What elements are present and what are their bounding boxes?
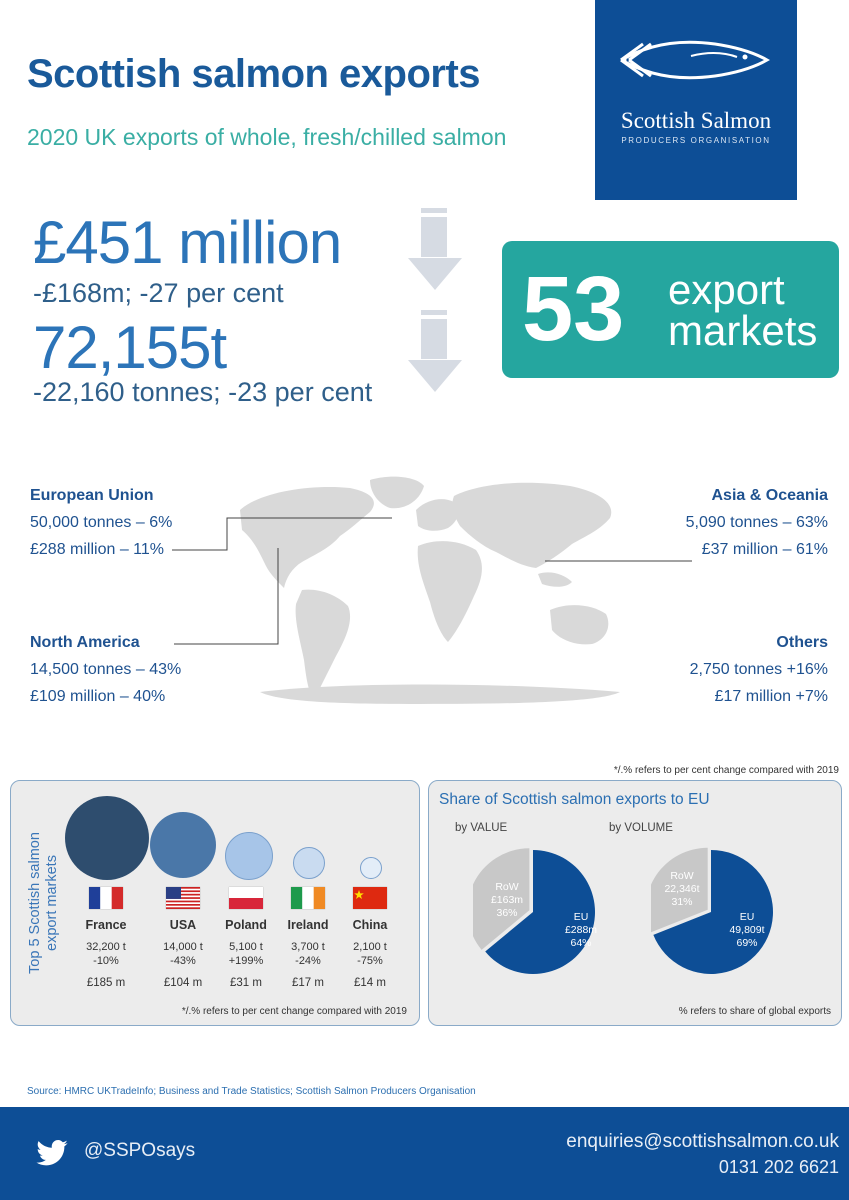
usa-flag-icon bbox=[166, 887, 200, 909]
export-markets-number: 53 bbox=[522, 258, 625, 360]
bubble-ireland bbox=[293, 847, 325, 879]
market-change: -43% bbox=[170, 955, 196, 967]
bubble-france bbox=[65, 796, 149, 880]
twitter-handle[interactable]: @SSPOsays bbox=[84, 1140, 196, 1161]
region-eu-volume: 50,000 tonnes – 6% bbox=[30, 514, 173, 531]
volume-rest-label: RoW bbox=[670, 870, 694, 882]
region-na-name: North America bbox=[30, 634, 140, 651]
market-name: USA bbox=[169, 918, 197, 932]
export-markets-box bbox=[502, 241, 839, 378]
region-others-value: £17 million +7% bbox=[714, 688, 828, 705]
value-eu-text bbox=[553, 911, 609, 950]
sspo-logo bbox=[595, 0, 797, 200]
export-markets-word2: markets bbox=[668, 307, 818, 354]
market-name: Poland bbox=[225, 918, 267, 932]
volume-eu-pct: 69% bbox=[736, 937, 758, 949]
china-flag-icon bbox=[353, 887, 387, 909]
market-tonnes: 32,200 t bbox=[86, 941, 126, 953]
top5-footnote: */.% refers to per cent change compared with 2019 bbox=[181, 1006, 407, 1017]
value-eu-amount: £288m bbox=[564, 924, 598, 936]
footer bbox=[0, 1107, 849, 1200]
region-na-volume: 14,500 tonnes – 43% bbox=[30, 661, 182, 678]
twitter-icon[interactable] bbox=[36, 1140, 68, 1166]
down-arrow-icon bbox=[404, 310, 468, 394]
region-asia-value: £37 million – 61% bbox=[701, 541, 828, 558]
market-name: France bbox=[85, 918, 127, 932]
top5-title: Top 5 Scottish salmon export markets bbox=[27, 832, 60, 974]
market-change: -10% bbox=[93, 955, 119, 967]
region-eu-name: European Union bbox=[30, 487, 154, 504]
value-rest-pct: 36% bbox=[496, 907, 518, 919]
region-asia-name: Asia & Oceania bbox=[711, 487, 828, 504]
top5-markets-panel bbox=[10, 780, 420, 1026]
market-name: Ireland bbox=[287, 918, 329, 932]
market-change: -24% bbox=[295, 955, 321, 967]
value-eu-pct: 64% bbox=[570, 937, 592, 949]
market-tonnes: 14,000 t bbox=[163, 941, 203, 953]
market-value: £14 m bbox=[354, 977, 386, 989]
eu-share-title: Share of Scottish salmon exports to EU bbox=[439, 791, 710, 808]
export-value: £451 million bbox=[33, 209, 342, 276]
value-rest-text bbox=[481, 881, 533, 920]
market-change: +199% bbox=[228, 955, 264, 967]
region-others-volume: 2,750 tonnes +16% bbox=[689, 661, 828, 678]
region-eu-value: £288 million – 11% bbox=[30, 541, 165, 558]
value-rest-amount: £163m bbox=[490, 894, 524, 906]
market-tonnes: 2,100 t bbox=[353, 941, 387, 953]
france-flag-icon bbox=[89, 887, 123, 909]
salmon-logo-icon bbox=[595, 0, 797, 110]
volume-eu-label: EU bbox=[739, 911, 755, 923]
volume-rest-amount: 22,346t bbox=[664, 883, 700, 895]
volume-eu-amount: 49,809t bbox=[729, 924, 765, 936]
logo-org: PRODUCERS ORGANISATION bbox=[621, 136, 771, 145]
by-value-label: by VALUE bbox=[455, 822, 508, 834]
page-subtitle: 2020 UK exports of whole, fresh/chilled salmon bbox=[27, 124, 507, 150]
ireland-flag-icon bbox=[291, 887, 325, 909]
market-name: China bbox=[352, 918, 388, 932]
bubble-usa bbox=[150, 812, 216, 878]
contact-phone: 0131 202 6621 bbox=[718, 1157, 839, 1177]
by-volume-label: by VOLUME bbox=[609, 822, 673, 834]
export-value-change: -£168m; -27 per cent bbox=[33, 278, 284, 308]
value-rest-label: RoW bbox=[495, 881, 519, 893]
poland-flag-icon bbox=[229, 887, 263, 909]
bubble-poland bbox=[225, 832, 273, 880]
down-arrow-icon bbox=[404, 208, 468, 292]
eu-share-footnote: % refers to share of global exports bbox=[678, 1006, 831, 1017]
contact-email[interactable]: enquiries@scottishsalmon.co.uk bbox=[566, 1131, 839, 1152]
source-note: Source: HMRC UKTradeInfo; Business and Trade Statistics; Scottish Salmon Producers Organisation bbox=[27, 1086, 476, 1097]
market-change: -75% bbox=[357, 955, 383, 967]
eu-share-panel bbox=[428, 780, 842, 1026]
bubble-china bbox=[360, 857, 382, 879]
volume-rest-text bbox=[654, 870, 710, 909]
volume-eu-text bbox=[719, 911, 775, 950]
market-value: £31 m bbox=[230, 977, 262, 989]
volume-rest-pct: 31% bbox=[671, 896, 693, 908]
market-tonnes: 3,700 t bbox=[291, 941, 325, 953]
change-footnote: */.% refers to per cent change compared with 2019 bbox=[613, 765, 839, 776]
region-others-name: Others bbox=[776, 634, 828, 651]
market-value: £185 m bbox=[86, 977, 126, 989]
market-value: £17 m bbox=[292, 977, 324, 989]
value-eu-label: EU bbox=[573, 911, 589, 923]
region-na-value: £109 million – 40% bbox=[30, 688, 166, 705]
export-markets-word1: export bbox=[668, 266, 785, 313]
market-tonnes: 5,100 t bbox=[229, 941, 263, 953]
page-title: Scottish salmon exports bbox=[27, 52, 481, 96]
market-value: £104 m bbox=[163, 977, 203, 989]
export-volume: 72,155t bbox=[33, 314, 227, 381]
export-volume-change: -22,160 tonnes; -23 per cent bbox=[33, 377, 373, 407]
logo-name: Scottish Salmon bbox=[620, 108, 772, 133]
region-asia-volume: 5,090 tonnes – 63% bbox=[685, 514, 828, 531]
